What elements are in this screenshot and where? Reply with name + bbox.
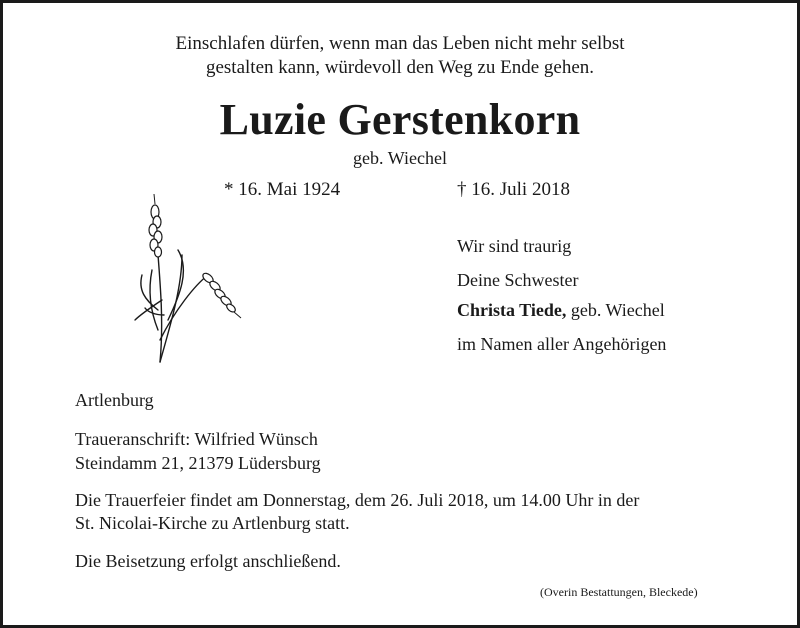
ceremony-line-2: St. Nicolai-Kirche zu Artlenburg statt. bbox=[75, 513, 350, 533]
sister-maiden-name: geb. Wiechel bbox=[566, 300, 665, 320]
deceased-name: Luzie Gerstenkorn bbox=[219, 95, 581, 144]
motto-line-2: gestalten kann, würdevoll den Weg zu Ende gehen. bbox=[205, 57, 595, 78]
place: Artlenburg bbox=[75, 390, 154, 410]
mourners-line-1: Wir sind traurig bbox=[457, 236, 572, 256]
sister-name: Christa Tiede, bbox=[457, 300, 567, 320]
mourners-line-4: im Namen aller Angehörigen bbox=[457, 334, 667, 354]
motto-line-1: Einschlafen dürfen, wenn man das Leben nicht mehr selbst bbox=[175, 33, 625, 54]
funeral-home-credit: (Overin Bestattungen, Bleckede) bbox=[540, 585, 698, 599]
wheat-ear-icon bbox=[120, 190, 250, 370]
birth-date: * 16. Mai 1924 bbox=[224, 179, 341, 200]
address-line-2: Steindamm 21, 21379 Lüdersburg bbox=[75, 453, 321, 473]
burial-note: Die Beisetzung erfolgt anschließend. bbox=[75, 551, 341, 571]
mourners-line-2: Deine Schwester bbox=[457, 270, 579, 290]
mourners-line-3 bbox=[457, 300, 665, 321]
maiden-name: geb. Wiechel bbox=[353, 148, 447, 168]
ceremony-line-1: Die Trauerfeier findet am Donnerstag, dem 26. Juli 2018, um 14.00 Uhr in der bbox=[75, 490, 640, 510]
address-line-1: Traueranschrift: Wilfried Wünsch bbox=[75, 429, 318, 449]
death-date: † 16. Juli 2018 bbox=[457, 179, 570, 200]
